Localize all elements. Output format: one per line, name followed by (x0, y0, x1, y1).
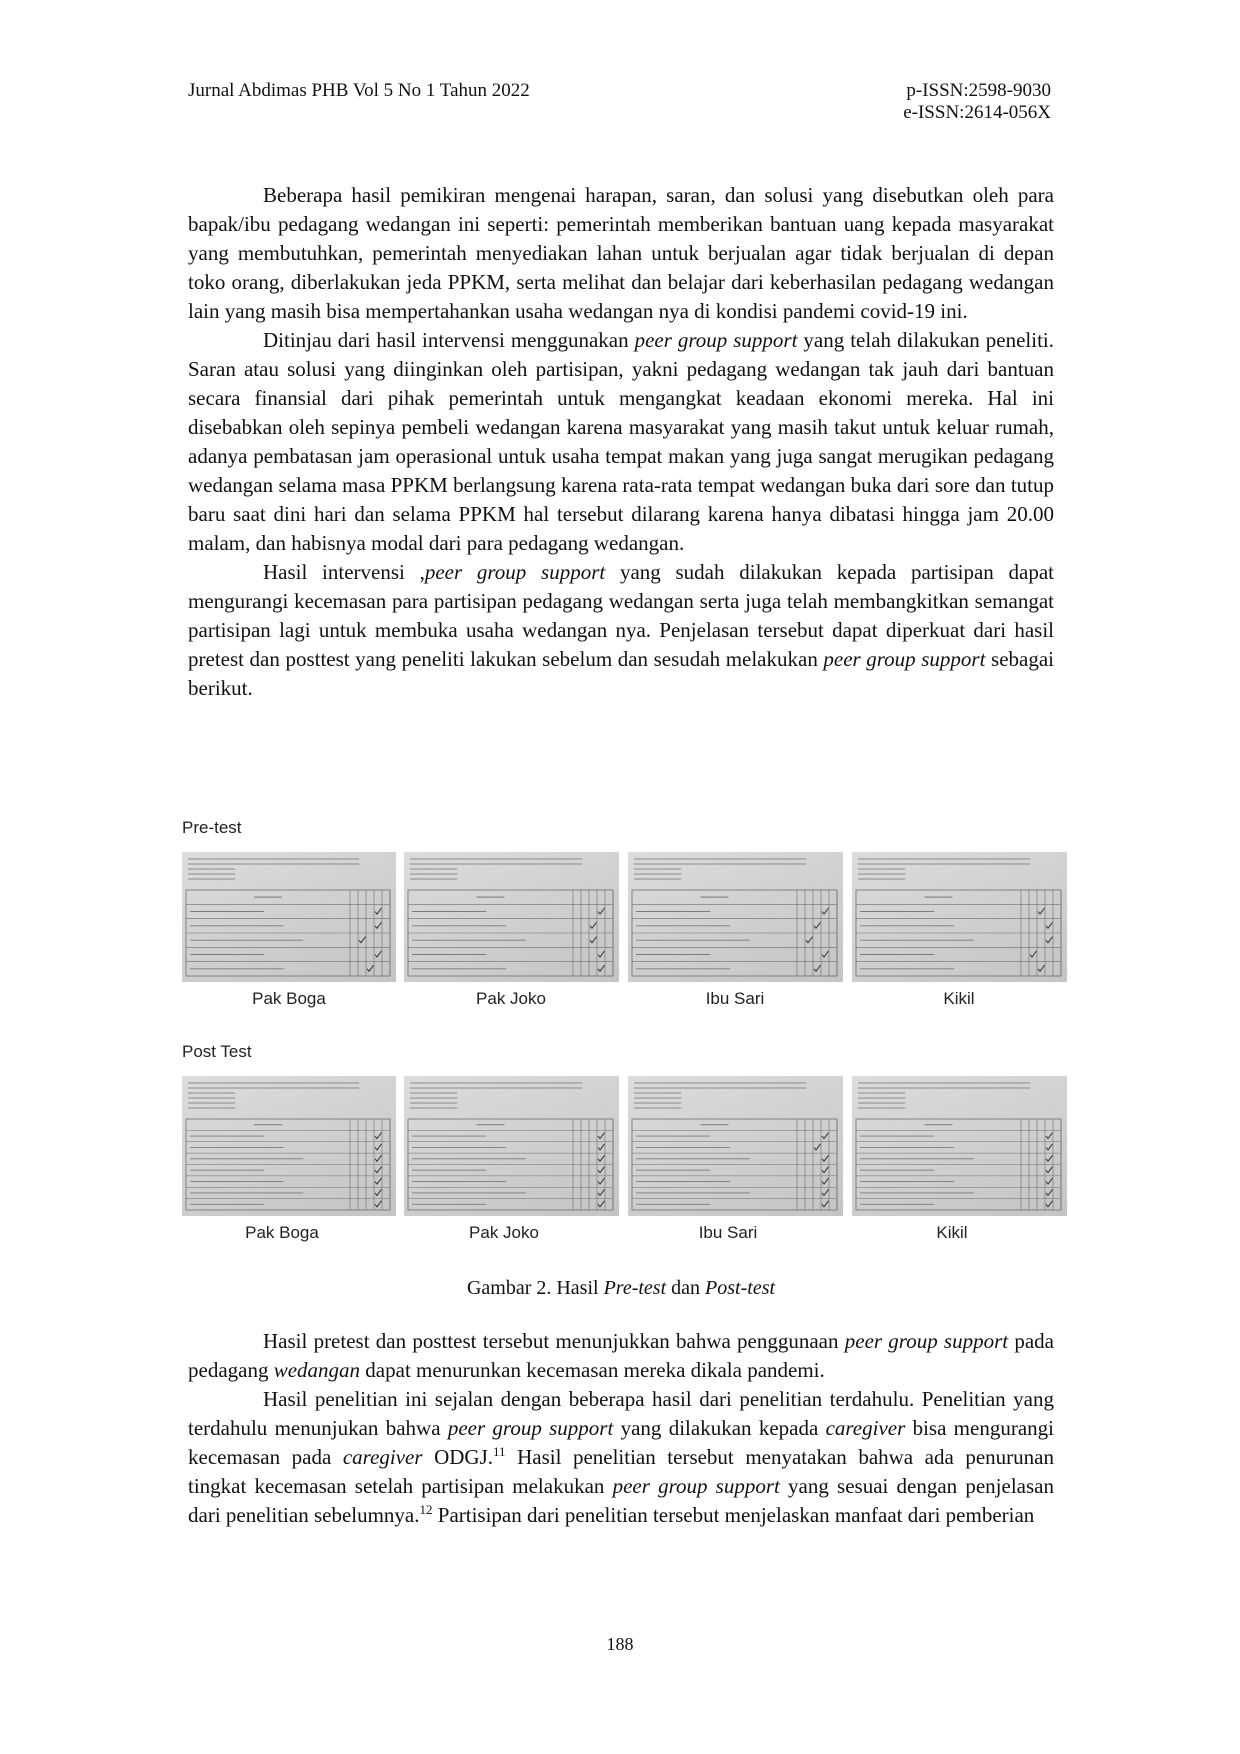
eissn: e-ISSN:2614-056X (903, 102, 1051, 123)
body-text-continued (188, 1327, 1054, 1530)
questionnaire-sheet (628, 1076, 843, 1216)
pissn: p-ISSN:2598-9030 (906, 80, 1051, 101)
paragraph: Hasil penelitian ini sejalan dengan beberapa hasil dari penelitian terdahulu. Penelitian yang terdahulu menunjukan bahwa peer group support yang dilakukan kepada caregiver bisa mengurangi kecemasan pada caregiver ODGJ.$^{11}$ Hasil penelitian tersebut menyatakan bahwa ada penurunan tingkat kecemasan setelah partisipan melakukan peer group support yang sesuai dengan penjelasan dari penelitian sebelumnya.$^{12}$ Partisipan dari penelitian tersebut menjelaskan manfaat dari pemberian (188, 1387, 1054, 1527)
paragraph: Beberapa hasil pemikiran mengenai harapan, saran, dan solusi yang disebutkan oleh para bapak/ibu pedagang wedangan ini seperti: pemerintah memberikan bantuan uang kepada masyarakat yang membutuhkan, pemerintah menyediakan lahan untuk berjualan agar tidak berjualan di depan toko orang, diberlakukan jeda PPKM, serta melihat dan belajar dari keberhasilan pedagang wedangan lain yang masih bisa mempertahankan usaha wedangan nya di kondisi pandemi covid-19 ini. (188, 183, 1054, 323)
posttest-name: Pak Joko (469, 1223, 539, 1242)
figure-caption: Gambar 2. Hasil Pre-test dan Post-test (466, 1277, 776, 1299)
pretest-name: Ibu Sari (705, 989, 765, 1008)
pretest-name: Pak Joko (476, 989, 546, 1008)
questionnaire-sheet (404, 852, 619, 982)
questionnaire-sheet (628, 852, 843, 982)
pretest-scan-1 (182, 852, 396, 982)
paragraph: Hasil pretest dan posttest tersebut menunjukkan bahwa penggunaan peer group support pada pedagang wedangan dapat menurunkan kecemasan mereka dikala pandemi. (188, 1329, 1054, 1382)
pretest-scan-2 (404, 852, 619, 982)
body-text (188, 181, 1054, 703)
posttest-name: Ibu Sari (698, 1223, 758, 1242)
questionnaire-sheet (182, 1076, 396, 1216)
posttest-scan-3 (628, 1076, 843, 1216)
questionnaire-sheet (182, 852, 396, 982)
pretest-name: Pak Boga (252, 989, 326, 1008)
issn-header (903, 80, 1051, 124)
journal-header: Jurnal Abdimas PHB Vol 5 No 1 Tahun 2022 (188, 80, 530, 101)
paragraph: Hasil intervensi ,peer group support yang sudah dilakukan kepada partisipan dapat mengurangi kecemasan para partisipan pedagang wedangan serta juga telah membangkitkan semangat partisipan lagi untuk membuka usaha wedangan nya. Penjelasan tersebut dapat diperkuat dari hasil pretest dan posttest yang peneliti lakukan sebelum dan sesudah melakukan peer group support sebagai berikut. (188, 560, 1054, 700)
questionnaire-sheet (852, 852, 1067, 982)
posttest-name: Pak Boga (245, 1223, 319, 1242)
posttest-label: Post Test (182, 1042, 252, 1061)
posttest-scan-1 (182, 1076, 396, 1216)
pretest-name: Kikil (943, 989, 975, 1008)
posttest-scan-4 (852, 1076, 1067, 1216)
figure-pre-post-test (182, 818, 1072, 1253)
pretest-scan-4 (852, 852, 1067, 982)
posttest-name: Kikil (936, 1223, 968, 1242)
page-number: 188 (606, 1634, 634, 1654)
pretest-label: Pre-test (182, 818, 242, 837)
paragraph: Ditinjau dari hasil intervensi menggunakan peer group support yang telah dilakukan peneliti. Saran atau solusi yang diinginkan oleh partisipan, yakni pedagang wedangan tak jauh dari bantuan secara finansial dari pihak pemerintah untuk mengangkat keadaan ekonomi mereka. Hal ini disebabkan oleh sepinya pembeli wedangan karena masyarakat yang masih takut untuk keluar rumah, adanya pembatasan jam operasional untuk usaha tempat makan yang juga sangat merugikan pedagang wedangan selama masa PPKM berlangsung karena rata-rata tempat wedangan buka dari sore dan tutup baru saat dini hari dan selama PPKM hal tersebut dilarang karena hanya dibatasi hingga jam 20.00 malam, dan habisnya modal dari para pedagang wedangan. (188, 328, 1055, 555)
posttest-scan-2 (404, 1076, 619, 1216)
questionnaire-sheet (404, 1076, 619, 1216)
pretest-scan-3 (628, 852, 843, 982)
questionnaire-sheet (852, 1076, 1067, 1216)
